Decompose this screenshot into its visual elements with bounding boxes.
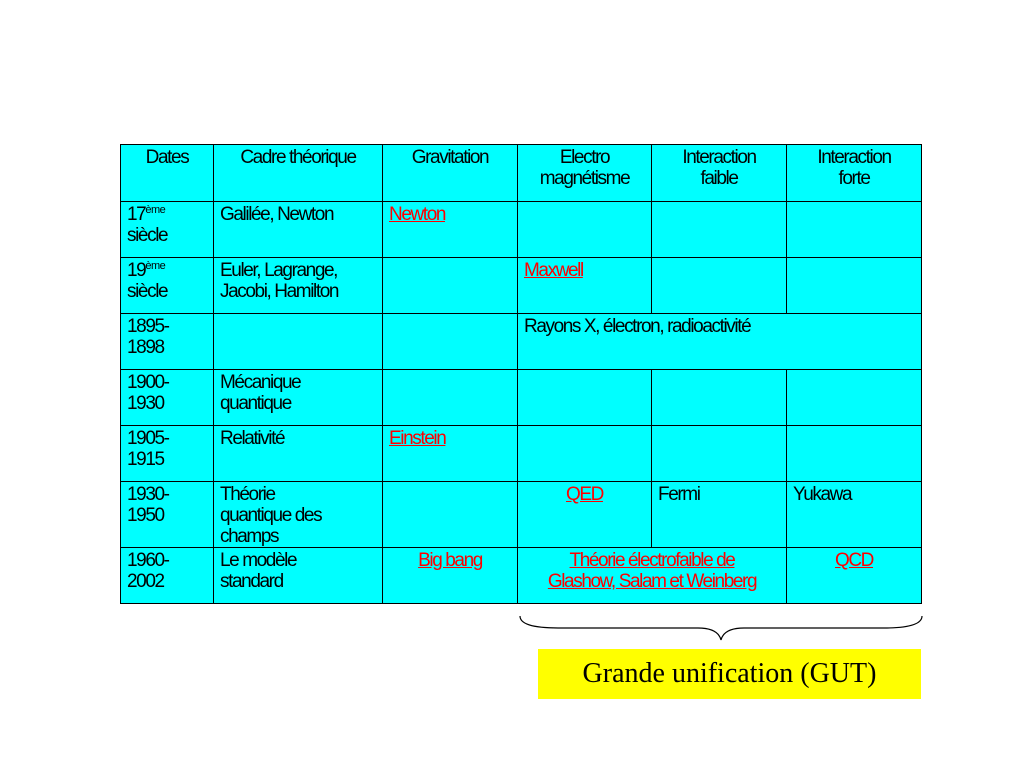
electroweak-link[interactable] [548, 550, 756, 592]
header-gravitation [383, 145, 518, 202]
gravitation-cell [383, 426, 518, 482]
date-cell [121, 482, 214, 548]
date-line1: 1905- [127, 428, 169, 449]
forte-cell [787, 202, 922, 258]
electroweak-line1: Théorie électrofaible de [569, 550, 735, 571]
gravitation-cell [383, 482, 518, 548]
electroweak-line2: Glashow, Salam et Weinberg [547, 571, 757, 592]
faible-cell [652, 482, 787, 548]
header-row [121, 145, 922, 202]
electro-cell [518, 482, 652, 548]
cadre-line1: Théorie [220, 484, 275, 505]
forte-cell [787, 548, 922, 604]
electro-cell [518, 370, 652, 426]
table-row [121, 202, 922, 258]
fermi-text: Fermi [658, 484, 700, 505]
header-forte-line2: forte [838, 168, 870, 189]
gravitation-cell [383, 258, 518, 314]
cadre-cell [214, 202, 383, 258]
newton-link[interactable]: Newton [389, 204, 446, 225]
date-cell [121, 548, 214, 604]
cadre-line2: Jacobi, Hamilton [220, 281, 339, 302]
date-line2: 1930 [127, 393, 164, 414]
cadre-text: Relativité [220, 428, 285, 449]
cadre-line1: Mécanique [220, 372, 301, 393]
date-cell [121, 370, 214, 426]
forte-cell [787, 370, 922, 426]
date-line1: 1930- [127, 484, 169, 505]
header-electro-line2: magnétisme [539, 168, 630, 189]
forte-cell [787, 482, 922, 548]
cadre-text: Galilée, Newton [220, 204, 334, 225]
date-cell [121, 202, 214, 258]
qed-link[interactable]: QED [566, 484, 603, 505]
table-row [121, 482, 922, 548]
header-dates [121, 145, 214, 202]
header-electromagnetisme [518, 145, 652, 202]
date-cell [121, 258, 214, 314]
curly-brace [518, 612, 924, 642]
gravitation-cell [383, 370, 518, 426]
faible-cell [652, 426, 787, 482]
date-num: 19 [127, 260, 146, 281]
header-interaction-faible [652, 145, 787, 202]
gut-label-box [538, 649, 921, 699]
header-cadre [214, 145, 383, 202]
einstein-link[interactable]: Einstein [389, 428, 446, 449]
forte-cell [787, 258, 922, 314]
header-forte-line1: Interaction [817, 147, 891, 168]
cadre-line1: Le modèle [220, 550, 297, 571]
cadre-cell [214, 548, 383, 604]
date-line2: 1898 [127, 337, 164, 358]
date-cell [121, 314, 214, 370]
date-sup: ème [145, 260, 166, 272]
date-line2: siècle [127, 225, 168, 246]
cadre-line2: standard [220, 571, 283, 592]
forte-cell [787, 426, 922, 482]
maxwell-link[interactable]: Maxwell [524, 260, 583, 281]
electroweak-cell [518, 548, 787, 604]
cadre-cell [214, 426, 383, 482]
cadre-cell [214, 258, 383, 314]
cadre-cell [214, 370, 383, 426]
cadre-line2: quantique [220, 393, 291, 414]
discoveries-text: Rayons X, électron, radioactivité [524, 316, 751, 337]
gravitation-cell [383, 548, 518, 604]
cadre-line3: champs [220, 526, 279, 547]
cadre-line1: Euler, Lagrange, [220, 260, 338, 281]
header-cadre-text: Cadre théorique [240, 147, 356, 168]
table-row [121, 426, 922, 482]
big-bang-link[interactable]: Big bang [418, 550, 482, 571]
header-interaction-forte [787, 145, 922, 202]
cadre-cell [214, 314, 383, 370]
header-faible-line2: faible [700, 168, 738, 189]
date-line2: 1915 [127, 449, 164, 470]
faible-cell [652, 202, 787, 258]
date-line1: 1900- [127, 372, 169, 393]
physics-history-table [120, 144, 922, 604]
qcd-link[interactable]: QCD [834, 550, 874, 571]
electro-cell [518, 202, 652, 258]
table-row [121, 370, 922, 426]
discoveries-cell [518, 314, 922, 370]
date-line2: 2002 [127, 571, 164, 592]
faible-cell [652, 370, 787, 426]
header-faible-line1: Interaction [682, 147, 756, 168]
header-electro-line1: Electro [559, 147, 610, 168]
table-row [121, 548, 922, 604]
cadre-line2: quantique des [220, 505, 322, 526]
date-line1: 1960- [127, 550, 169, 571]
date-line1: 1895- [127, 316, 169, 337]
electro-cell [518, 426, 652, 482]
date-line2: 1950 [127, 505, 164, 526]
date-cell [121, 426, 214, 482]
yukawa-text: Yukawa [793, 484, 852, 505]
gravitation-cell [383, 202, 518, 258]
electro-cell [518, 258, 652, 314]
header-dates-text: Dates [145, 147, 189, 168]
date-sup: ème [145, 204, 166, 216]
table-row [121, 258, 922, 314]
cadre-cell [214, 482, 383, 548]
gut-label: Grande unification (GUT) [582, 658, 877, 689]
gravitation-cell [383, 314, 518, 370]
date-line2: siècle [127, 281, 168, 302]
header-gravitation-text: Gravitation [411, 147, 489, 168]
date-num: 17 [127, 204, 146, 225]
faible-cell [652, 258, 787, 314]
table-row [121, 314, 922, 370]
